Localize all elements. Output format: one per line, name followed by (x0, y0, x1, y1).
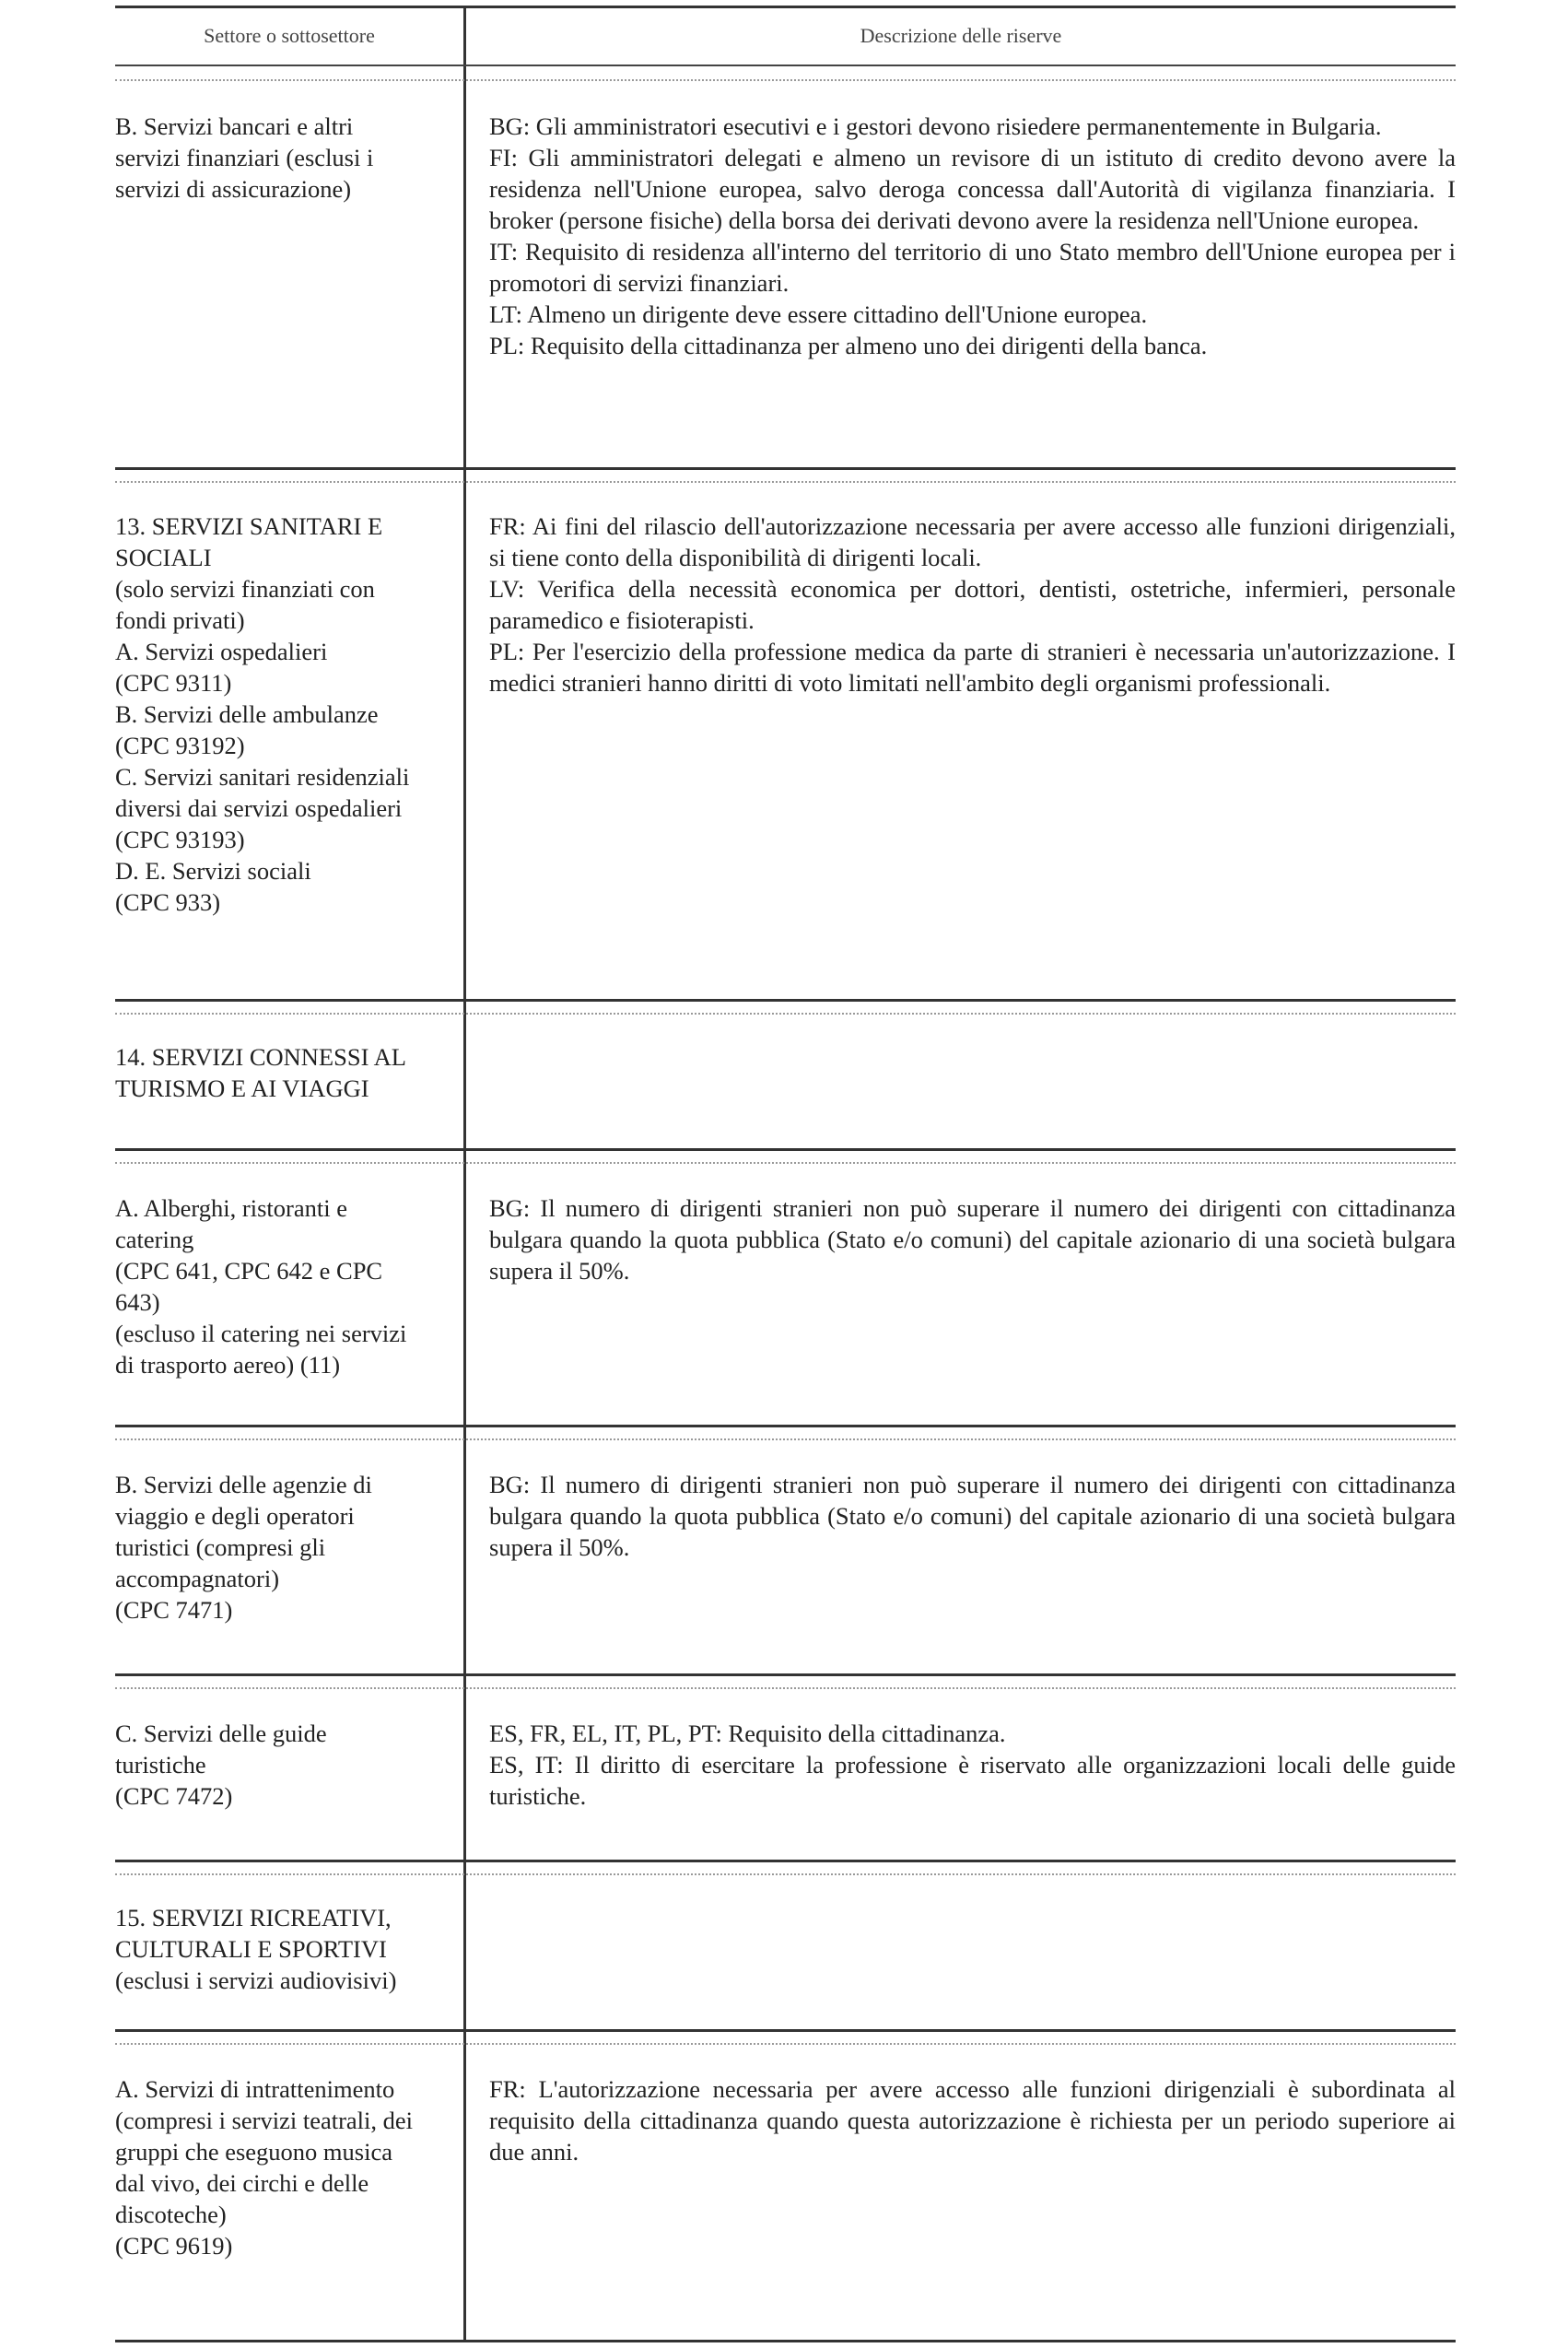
sector-cell: 14. SERVIZI CONNESSI AL TURISMO E AI VIAGGI (115, 1043, 406, 1102)
column-header-reservations: Descrizione delle riserve (860, 24, 1062, 47)
dotted-rule (115, 1873, 1456, 1875)
row-rule (115, 1860, 1456, 1862)
reservation-entry: BG: Gli amministratori esecutivi e i gestori devono risiedere permanentemente in Bulgaria. (489, 112, 1382, 140)
row-rule (115, 1148, 1456, 1151)
dotted-rule (115, 79, 1456, 81)
reservation-entry: FR: L'autorizzazione necessaria per avere accesso alle funzioni dirigenziali è subordinata al requisito della cittadinanza quando questa autorizzazione è richiesta per un periodo superiore ai due anni. (489, 2075, 1456, 2166)
column-divider (463, 6, 466, 2342)
row-rule (115, 1673, 1456, 1676)
sector-cell: B. Servizi bancari e altri servizi finanziari (esclusi i servizi di assicurazione) (115, 112, 374, 203)
table-top-rule (115, 6, 1456, 8)
reservation-entry: FR: Ai fini del rilascio dell'autorizzazione necessaria per avere accesso alle funzioni dirigenziali, si tiene conto della disponibilità di dirigenti locali. (489, 512, 1456, 571)
header-rule (115, 65, 1456, 66)
sector-cell: A. Servizi di intrattenimento (compresi i servizi teatrali, dei gruppi che eseguono musica dal vivo, dei circhi e delle discoteche) (CPC 9619) (115, 2075, 414, 2260)
reservation-entry: PL: Requisito della cittadinanza per almeno uno dei dirigenti della banca. (489, 332, 1208, 359)
dotted-rule (115, 481, 1456, 483)
reservations-table (115, 6, 1456, 2342)
row-rule (115, 467, 1456, 470)
dotted-rule (115, 1687, 1456, 1689)
reservation-entry: ES, IT: Il diritto di esercitare la professione è riservato alle organizzazioni locali delle guide turistiche. (489, 1751, 1456, 1810)
reservation-entry: LV: Verifica della necessità economica per dottori, dentisti, ostetriche, infermieri, personale paramedico e fisioterapisti. (489, 575, 1456, 634)
column-header-sector: Settore o sottosettore (204, 24, 375, 47)
row-rule (115, 2029, 1456, 2032)
dotted-rule (115, 1438, 1456, 1440)
reservation-entry: LT: Almeno un dirigente deve essere cittadino dell'Unione europea. (489, 300, 1148, 328)
reservation-cell (489, 1469, 1456, 1563)
table-bottom-rule (115, 2340, 1456, 2342)
row-rule (115, 999, 1456, 1002)
sector-cell: 15. SERVIZI RICREATIVI, CULTURALI E SPORTIVI (esclusi i servizi audiovisivi) (115, 1904, 397, 1994)
sector-cell: C. Servizi delle guide turistiche (CPC 7472) (115, 1720, 327, 1810)
reservation-entry: ES, FR, EL, IT, PL, PT: Requisito della cittadinanza. (489, 1720, 1006, 1747)
sector-cell: B. Servizi delle agenzie di viaggio e degli operatori turistici (compresi gli accompagnatori) (CPC 7471) (115, 1471, 372, 1624)
reservation-entry: BG: Il numero di dirigenti stranieri non può superare il numero dei dirigenti con cittadinanza bulgara quando la quota pubblica (Stato e/o comuni) del capitale azionario di una società bulgara supera il 50%. (489, 1194, 1456, 1285)
sector-cell: A. Alberghi, ristoranti e catering (CPC 641, CPC 642 e CPC 643) (escluso il catering nei servizi di trasporto aereo) (11) (115, 1194, 407, 1379)
reservation-cell (489, 111, 1456, 361)
reservation-cell (489, 2073, 1456, 2167)
reservation-entry: IT: Requisito di residenza all'interno del territorio di uno Stato membro dell'Unione europea per i promotori di servizi finanziari. (489, 238, 1456, 297)
row-rule (115, 1425, 1456, 1427)
dotted-rule (115, 1013, 1456, 1015)
reservation-entry: FI: Gli amministratori delegati e almeno un revisore di un istituto di credito devono avere la residenza nell'Unione europea, salvo deroga concessa dall'Autorità di vigilanza finanziaria. I broker (persone fisiche) della borsa dei derivati devono avere la residenza nell'Unione europea. (489, 144, 1456, 234)
reservation-cell (489, 1718, 1456, 1812)
reservation-cell (489, 1192, 1456, 1286)
dotted-rule (115, 2043, 1456, 2045)
reservation-entry: PL: Per l'esercizio della professione medica da parte di stranieri è necessaria un'autorizzazione. I medici stranieri hanno diritti di voto limitati nell'ambito degli organismi professionali. (489, 638, 1456, 697)
reservation-cell (489, 511, 1456, 699)
sector-cell: 13. SERVIZI SANITARI E SOCIALI (solo servizi finanziati con fondi privati) A. Servizi ospedalieri (CPC 9311) B. Servizi delle ambulanze (CPC 93192) C. Servizi sanitari residenziali diversi dai servizi ospedalieri (CPC 93193) D. E. Servizi sociali (CPC 933) (115, 512, 410, 916)
reservation-entry: BG: Il numero di dirigenti stranieri non può superare il numero dei dirigenti con cittadinanza bulgara quando la quota pubblica (Stato e/o comuni) del capitale azionario di una società bulgara supera il 50%. (489, 1471, 1456, 1561)
dotted-rule (115, 1162, 1456, 1164)
